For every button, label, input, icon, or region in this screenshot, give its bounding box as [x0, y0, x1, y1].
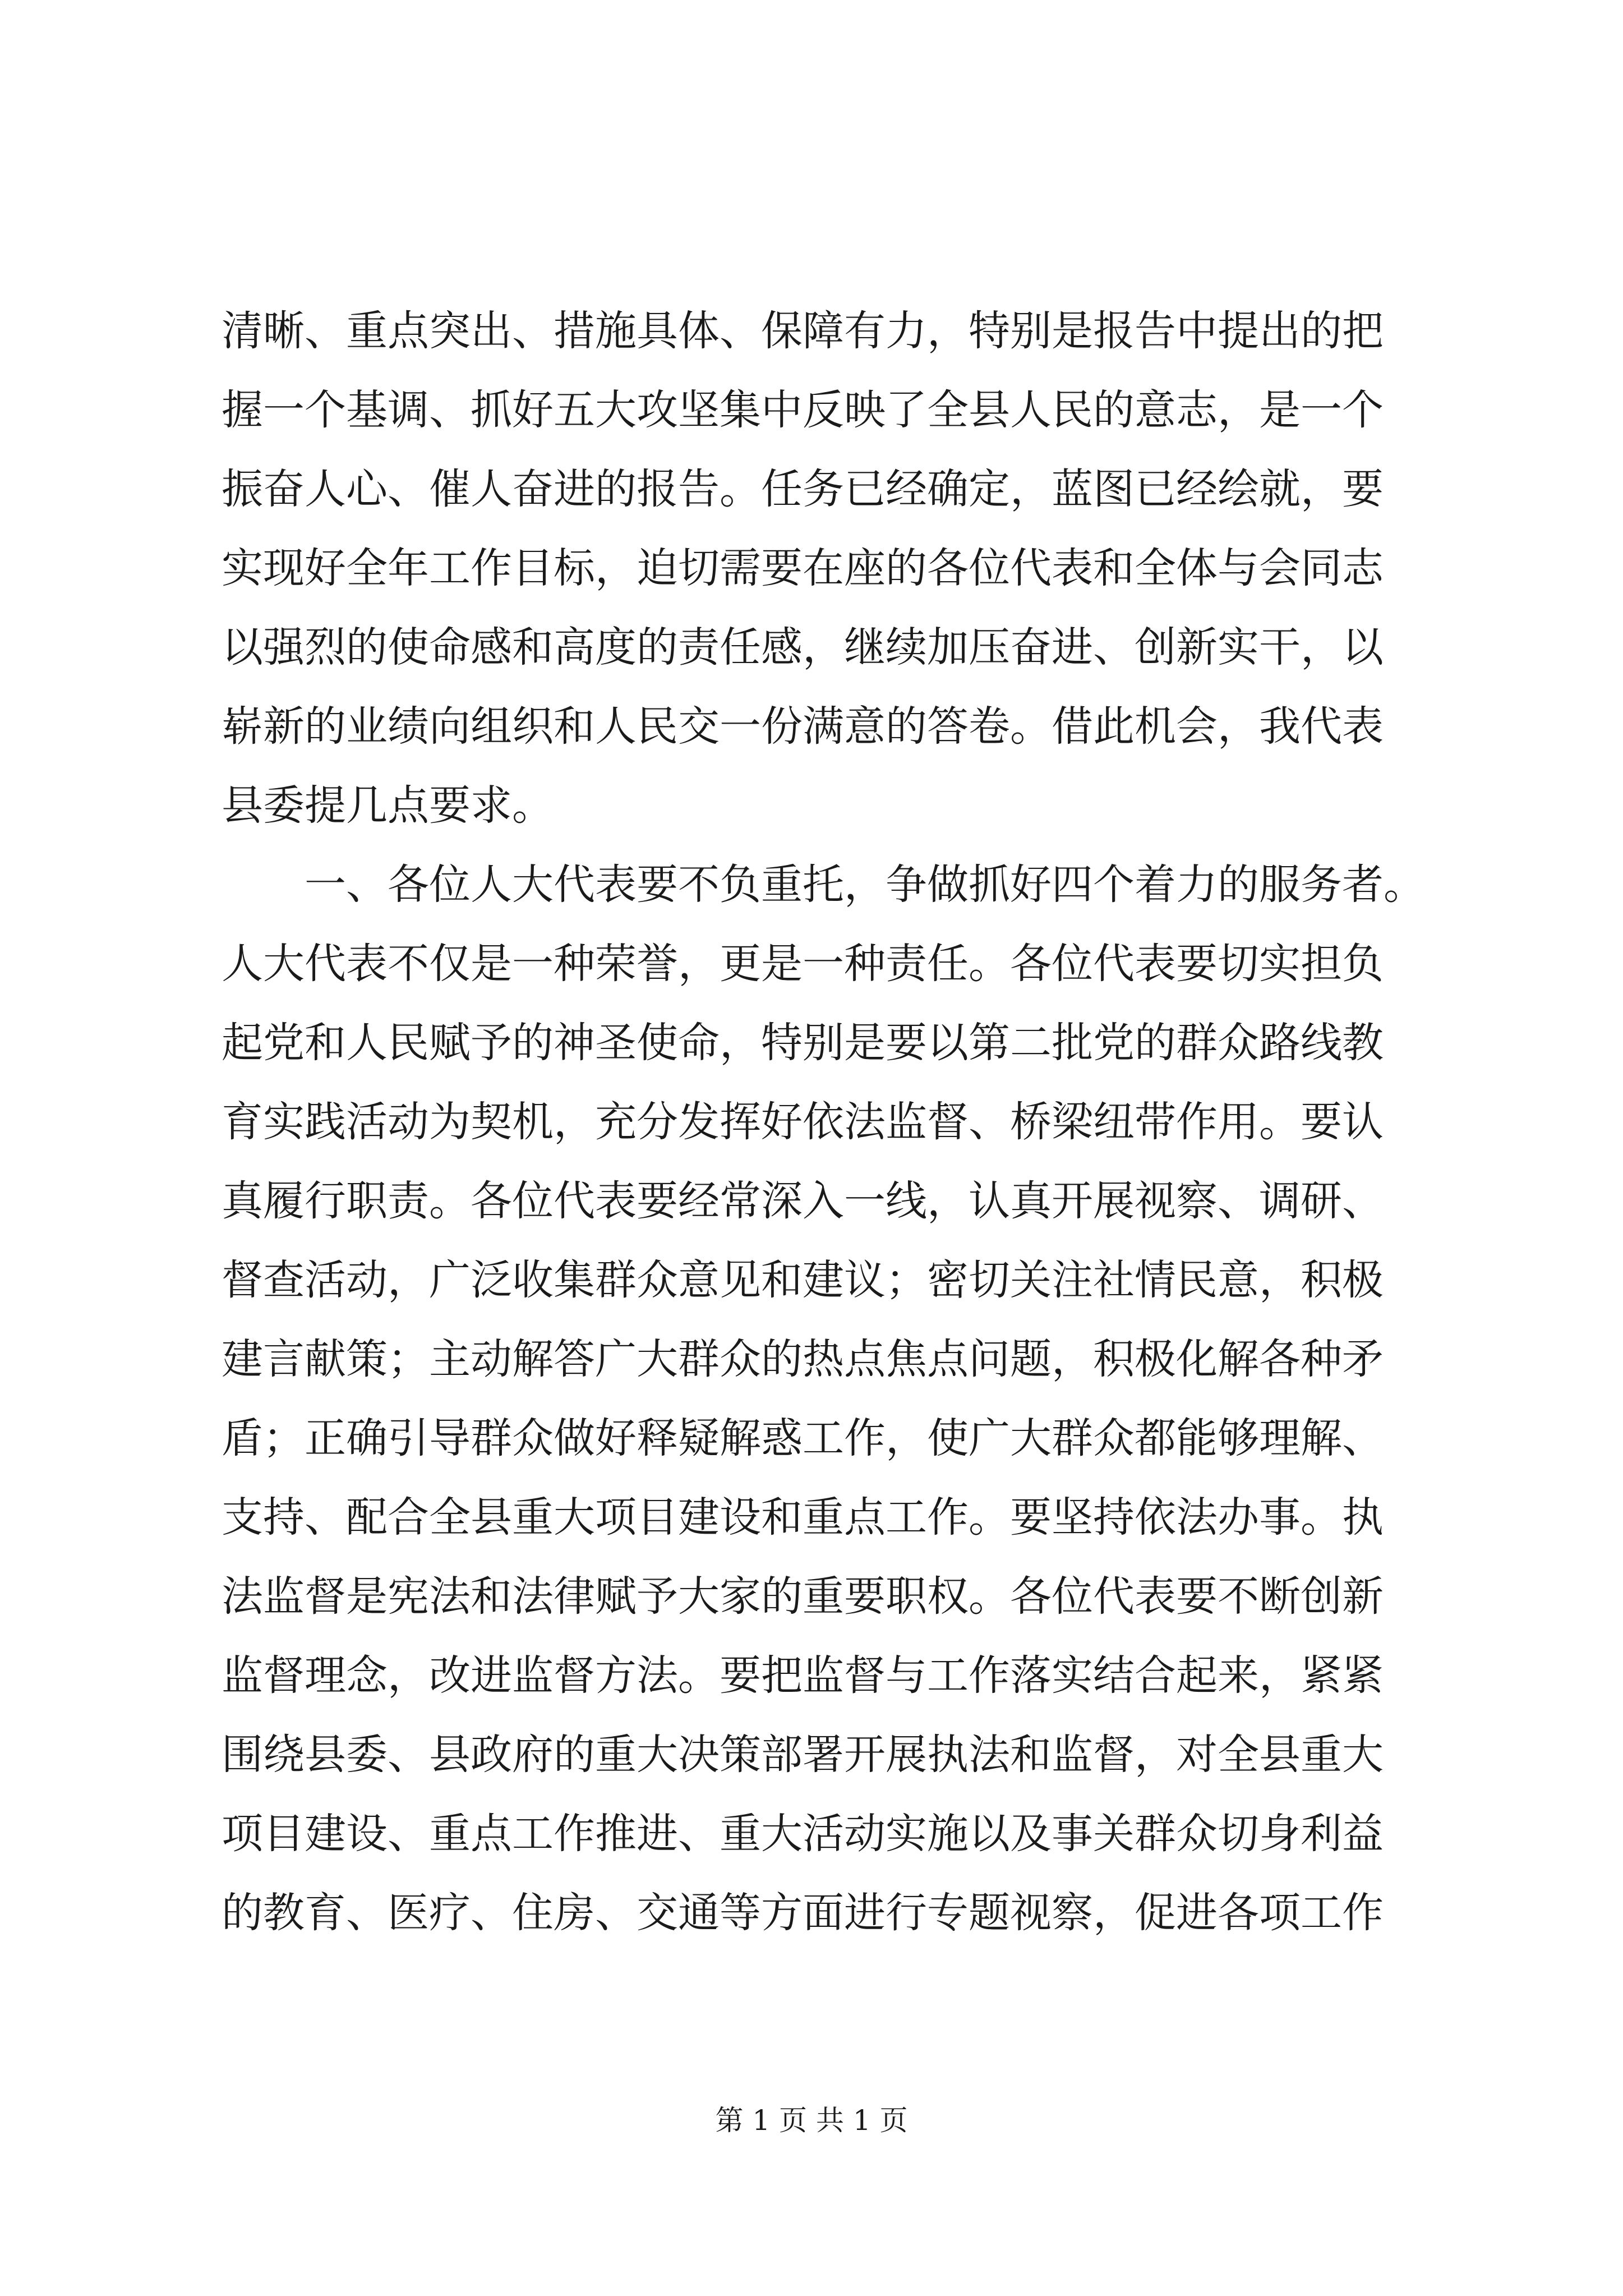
- text-line: 实现好全年工作目标，迫切需要在座的各位代表和全体与会同志: [222, 544, 1384, 592]
- text-line: 育实践活动为契机，充分发挥好依法监督、桥梁纽带作用。要认: [222, 1098, 1384, 1146]
- text-line: 盾；正确引导群众做好释疑解惑工作，使广大群众都能够理解、: [222, 1414, 1384, 1462]
- text-line: 清晰、重点突出、措施具体、保障有力，特别是报告中提出的把: [222, 307, 1384, 355]
- body-text: [222, 292, 1427, 1953]
- text-line: 握一个基调、抓好五大攻坚集中反映了全县人民的意志，是一个: [222, 386, 1384, 434]
- text-line: 人大代表不仅是一种荣誉，更是一种责任。各位代表要切实担负: [222, 940, 1384, 988]
- text-line: 监督理念，改进监督方法。要把监督与工作落实结合起来，紧紧: [222, 1651, 1384, 1700]
- section-heading-line: 一、各位人大代表要不负重托，争做抓好四个着力的服务者。: [305, 861, 1425, 909]
- text-line: 的教育、医疗、住房、交通等方面进行专题视察，促进各项工作: [222, 1889, 1384, 1937]
- text-line: 项目建设、重点工作推进、重大活动实施以及事关群众切身利益: [222, 1810, 1384, 1858]
- text-line: 起党和人民赋予的神圣使命，特别是要以第二批党的群众路线教: [222, 1019, 1384, 1067]
- page-number: 第 1 页 共 1 页: [715, 2104, 908, 2137]
- text-line: 振奋人心、催人奋进的报告。任务已经确定，蓝图已经绘就，要: [222, 465, 1384, 513]
- page-footer: [0, 2101, 1623, 2140]
- text-line: 真履行职责。各位代表要经常深入一线，认真开展视察、调研、: [222, 1177, 1384, 1225]
- text-line: 围绕县委、县政府的重大决策部署开展执法和监督，对全县重大: [222, 1731, 1384, 1779]
- text-line: 建言献策；主动解答广大群众的热点焦点问题，积极化解各种矛: [222, 1335, 1384, 1383]
- text-line: 支持、配合全县重大项目建设和重点工作。要坚持依法办事。执: [222, 1493, 1384, 1542]
- text-line: 崭新的业绩向组织和人民交一份满意的答卷。借此机会，我代表: [222, 702, 1384, 751]
- text-line: 县委提几点要求。: [222, 781, 554, 830]
- text-line: 法监督是宪法和法律赋予大家的重要职权。各位代表要不断创新: [222, 1572, 1384, 1621]
- text-line: 以强烈的使命感和高度的责任感，继续加压奋进、创新实干，以: [222, 623, 1384, 671]
- text-line: 督查活动，广泛收集群众意见和建议；密切关注社情民意，积极: [222, 1256, 1384, 1304]
